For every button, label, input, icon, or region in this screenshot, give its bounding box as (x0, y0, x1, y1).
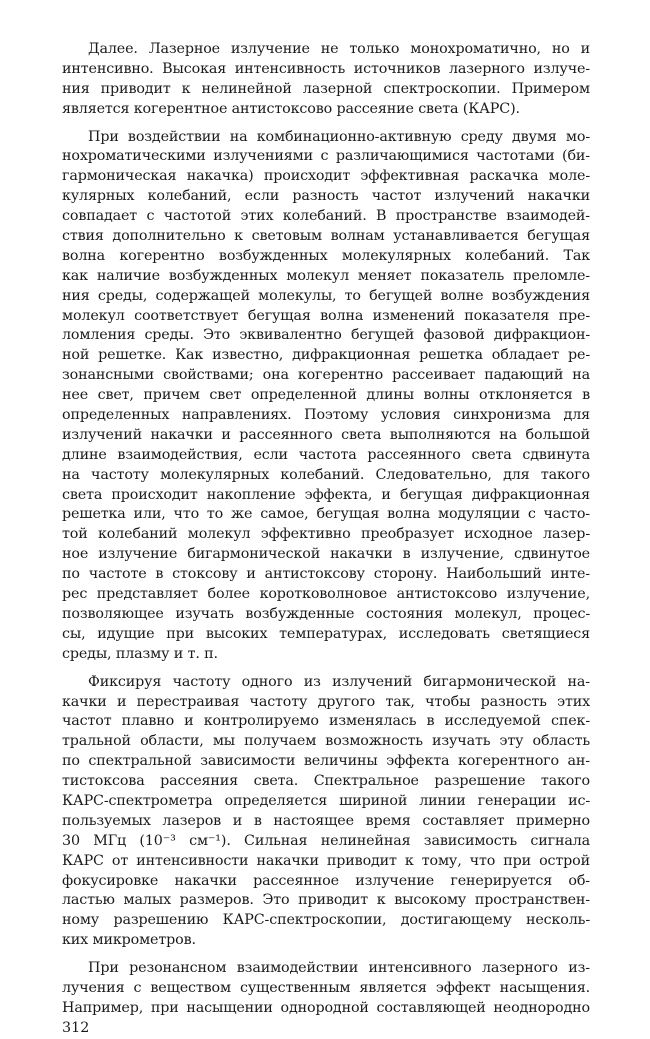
text-line: Например, при насыщении однородной составляющей неоднородно (62, 999, 590, 1016)
text-line: совпадает с частотой этих колебаний. В пространстве взаимодей- (62, 208, 590, 225)
text-line: длине взаимодействия, если частота рассеянного света сдвинута (62, 446, 590, 463)
text-line: нохроматическими излучениями с различающимися частотами (би- (62, 148, 590, 165)
text-line: зонансными свойствами; она когерентно рассеивает падающий на (62, 367, 590, 384)
text-line: ния среды, содержащей молекулы, то бегущей волне возбуждения (62, 287, 590, 304)
text-line: ких микрометров. (62, 932, 196, 949)
text-line: как наличие возбужденных молекул меняет показатель преломле- (62, 267, 590, 284)
text-line: КАРС-спектрометра определяется шириной линии генерации ис- (62, 792, 590, 809)
text-line: тральной области, мы получаем возможность изучать эту область (62, 733, 590, 750)
text-line: среды, плазму и т. п. (62, 645, 218, 662)
text-line: кулярных колебаний, если разность частот излучений накачки (62, 188, 590, 205)
text-line: ластью малых размеров. Это приводит к высокому пространствен- (62, 892, 590, 909)
text-line: решетка или, что то же самое, бегущая волна модуляции с часто- (62, 506, 590, 523)
text-line: ломления среды. Это эквивалентно бегущей фазовой дифракцион- (62, 327, 590, 344)
text-line: на частоту молекулярных колебаний. Следовательно, для такого (62, 466, 590, 483)
text-line: молекул соответствует бегущая волна изменений показателя пре- (62, 307, 590, 324)
text-line: качки и перестраивая частоту другого так, чтобы разность этих (62, 693, 590, 710)
text-line: по спектральной зависимости величины эффекта когерентного ан- (62, 753, 590, 770)
paragraph (62, 40, 590, 120)
paragraph (62, 128, 590, 665)
text-line: При воздействии на комбинационно-активную среду двумя мо- (88, 128, 590, 145)
text-line: излучений накачки и рассеянного света выполняются на большой (62, 426, 590, 443)
text-line: гармоническая накачка) происходит эффективная раскачка моле- (62, 168, 590, 185)
text-line: тистоксова рассеяния света. Спектральное разрешение такого (62, 773, 590, 790)
text-line: волна когерентно возбужденных молекулярных колебаний. Так (62, 247, 590, 264)
text-line: 30 МГц (10⁻³ см⁻¹). Сильная нелинейная зависимость сигнала (62, 832, 590, 849)
text-line: При резонансном взаимодействии интенсивного лазерного из- (88, 960, 590, 977)
text-line: света происходит накопление эффекта, и бегущая дифракционная (62, 486, 590, 503)
text-line: Далее. Лазерное излучение не только монохроматично, но и (88, 41, 590, 57)
text-line: частот плавно и контролируемо изменялась в исследуемой спек- (62, 713, 590, 730)
text-line: ное излучение бигармонической накачки в излучение, сдвинутое (62, 546, 590, 563)
text-line: ной решетке. Как известно, дифракционная решетка обладает ре- (62, 347, 590, 364)
book-page (62, 40, 590, 1039)
paragraph (62, 959, 590, 1019)
text-line: той колебаний молекул эффективно преобразует исходное лазер- (62, 526, 590, 543)
text-line: является когерентное антистоксово рассеяние света (КАРС). (62, 100, 520, 117)
text-line: ния приводит к нелинейной лазерной спектроскопии. Примером (62, 80, 590, 97)
text-body (62, 40, 590, 1019)
text-line: интенсивно. Высокая интенсивность источников лазерного излуче- (62, 60, 590, 77)
text-line: нее свет, причем свет определенной длины волны отклоняется в (62, 387, 590, 404)
text-line: ному разрешению КАРС-спектроскопии, достигающему несколь- (62, 912, 590, 929)
paragraph (62, 673, 590, 951)
text-line: ствия дополнительно к световым волнам устанавливается бегущая (62, 228, 590, 245)
text-line: определенных направлениях. Поэтому условия синхронизма для (62, 407, 590, 424)
page-number: 312 (62, 1019, 90, 1036)
text-line: Фиксируя частоту одного из излучений бигармонической на- (88, 673, 590, 690)
text-line: пользуемых лазеров и в настоящее время составляет примерно (62, 812, 590, 829)
text-line: по частоте в стоксову и антистоксову сторону. Наибольший инте- (62, 566, 590, 583)
text-line: рес представляет более коротковолновое антистоксово излучение, (62, 586, 590, 603)
text-line: КАРС от интенсивности накачки приводит к тому, что при острой (62, 852, 590, 869)
text-line: лучения с веществом существенным является эффект насыщения. (62, 979, 590, 996)
text-line: сы, идущие при высоких температурах, исследовать светящиеся (62, 625, 590, 642)
text-line: фокусировке накачки рассеянное излучение генерируется об- (62, 872, 590, 889)
text-line: позволяющее изучать возбужденные состояния молекул, процес- (62, 605, 590, 622)
